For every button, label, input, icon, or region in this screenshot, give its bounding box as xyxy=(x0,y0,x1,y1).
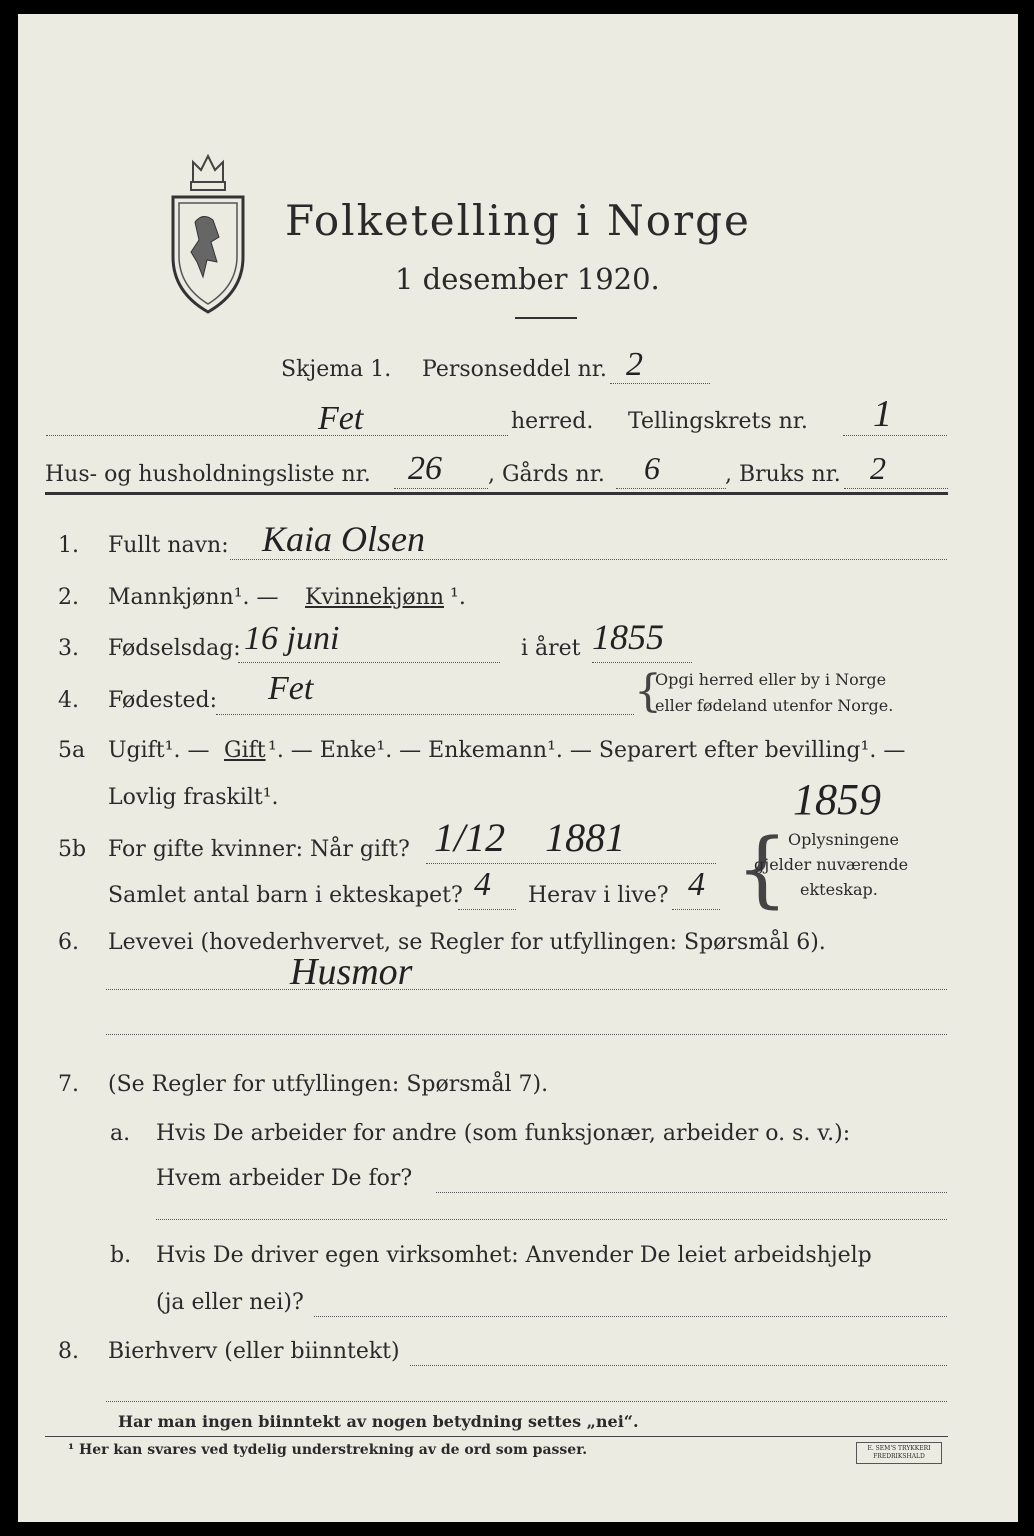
footnote: ¹ Her kan svares ved tydelig understrekning av de ord som passer. xyxy=(68,1442,588,1458)
husliste-label: Hus- og husholdningsliste nr. xyxy=(45,462,371,487)
q4-line xyxy=(216,714,634,715)
personseddel-line xyxy=(610,383,710,384)
q3-value: 16 juni xyxy=(244,620,340,657)
q5a-line2: Lovlig fraskilt¹. xyxy=(108,785,279,810)
q3-line xyxy=(238,662,500,663)
skjema-label: Skjema 1. xyxy=(281,357,392,382)
personseddel-label: Personseddel nr. xyxy=(422,357,607,382)
q5b-naar-value: 1/12 1881 xyxy=(434,815,626,860)
herred-value: Fet xyxy=(318,400,364,437)
form-title: Folketelling i Norge xyxy=(285,196,751,245)
q8-label: Bierhverv (eller biinntekt) xyxy=(108,1339,400,1364)
q3-number: 3. xyxy=(58,636,79,661)
q3-aar-line xyxy=(592,662,692,663)
bruks-line xyxy=(844,488,948,489)
q5b-live-label: Herav i live? xyxy=(528,883,669,908)
q6-number: 6. xyxy=(58,930,79,955)
coat-of-arms-icon xyxy=(163,142,253,322)
q2-kvinne-sup: ¹. xyxy=(450,585,466,610)
herred-label: herred. xyxy=(511,409,594,434)
q5b-naar-label: For gifte kvinner: Når gift? xyxy=(108,837,410,862)
q5b-note1: Oplysningene xyxy=(788,830,899,849)
q1-number: 1. xyxy=(58,533,79,558)
footer-note: Har man ingen biinntekt av nogen betydning settes „nei“. xyxy=(118,1412,639,1431)
q7b-line xyxy=(314,1316,947,1317)
bruks-label: , Bruks nr. xyxy=(725,462,841,487)
q3-label: Fødselsdag: xyxy=(108,636,241,661)
q8-line1 xyxy=(410,1365,947,1366)
q5a-number: 5a xyxy=(58,738,86,763)
footer-divider xyxy=(45,1436,948,1437)
q5b-brace: { xyxy=(736,822,789,917)
bruks-value: 2 xyxy=(870,450,886,486)
q7b-text2: (ja eller nei)? xyxy=(156,1290,304,1315)
q5b-note3: ekteskap. xyxy=(800,880,878,899)
q5a-gift: Gift xyxy=(224,738,266,763)
census-form xyxy=(18,14,1018,1522)
q4-label: Fødested: xyxy=(108,688,218,713)
q3-aar-label: i året xyxy=(521,636,581,661)
q4-value: Fet xyxy=(268,670,314,707)
q6-label: Levevei (hovederhvervet, se Regler for utfyllingen: Spørsmål 6). xyxy=(108,930,826,955)
header-divider xyxy=(45,492,948,495)
q5b-barn-line xyxy=(458,909,516,910)
q1-label: Fullt navn: xyxy=(108,533,229,558)
gards-line xyxy=(616,488,726,489)
q5b-naar-line xyxy=(426,863,716,864)
personseddel-value: 2 xyxy=(626,346,643,383)
q5b-live-value: 4 xyxy=(688,866,705,903)
tellingskrets-label: Tellingskrets nr. xyxy=(628,409,808,434)
q2-kvinne: Kvinnekjønn xyxy=(305,585,444,610)
q6-value: Husmor xyxy=(290,951,413,993)
q5b-barn-label: Samlet antal barn i ekteskapet? xyxy=(108,883,463,908)
q7a-line2 xyxy=(156,1219,947,1220)
q7a-text2: Hvem arbeider De for? xyxy=(156,1166,413,1191)
q5b-extra-year: 1859 xyxy=(793,775,881,824)
q4-note1: Opgi herred eller by i Norge xyxy=(655,670,887,689)
q5a-ugift: Ugift¹. — xyxy=(108,738,210,763)
q6-line2 xyxy=(106,1034,947,1035)
tellingskrets-line xyxy=(843,435,947,436)
husliste-value: 26 xyxy=(408,450,442,487)
herred-line xyxy=(46,435,508,436)
q8-number: 8. xyxy=(58,1339,79,1364)
gards-label: , Gårds nr. xyxy=(488,462,605,487)
q6-line1 xyxy=(106,989,947,990)
q4-brace: { xyxy=(634,666,662,717)
census-date: 1 desember 1920. xyxy=(395,262,660,296)
q2-number: 2. xyxy=(58,585,79,610)
gards-value: 6 xyxy=(644,450,660,486)
q5b-live-line xyxy=(672,909,720,910)
q4-note2: eller fødeland utenfor Norge. xyxy=(655,696,894,715)
q2-mann: Mannkjønn¹. — xyxy=(108,585,279,610)
q7-label: (Se Regler for utfyllingen: Spørsmål 7). xyxy=(108,1072,549,1097)
q7a-line1 xyxy=(436,1192,947,1193)
q4-number: 4. xyxy=(58,688,79,713)
q7b-text: Hvis De driver egen virksomhet: Anvender De leiet arbeidshjelp xyxy=(156,1243,872,1268)
q7b-number: b. xyxy=(110,1243,132,1268)
q7-number: 7. xyxy=(58,1072,79,1097)
q5b-barn-value: 4 xyxy=(474,866,491,903)
printer-stamp: E. SEM'S TRYKKERI FREDRIKSHALD xyxy=(856,1442,942,1464)
q3-aar-value: 1855 xyxy=(592,617,664,657)
q5a-rest: ¹. — Enke¹. — Enkemann¹. — Separert efter bevilling¹. — xyxy=(268,738,906,763)
title-divider xyxy=(515,317,577,319)
q8-line2 xyxy=(106,1401,947,1402)
husliste-line xyxy=(394,488,488,489)
q1-value: Kaia Olsen xyxy=(262,519,426,559)
q5b-number: 5b xyxy=(58,837,87,862)
q7a-number: a. xyxy=(110,1121,131,1146)
q5b-note2: gjelder nuværende xyxy=(754,855,909,874)
tellingskrets-value: 1 xyxy=(873,393,892,435)
q7a-text: Hvis De arbeider for andre (som funksjonær, arbeider o. s. v.): xyxy=(156,1121,851,1146)
